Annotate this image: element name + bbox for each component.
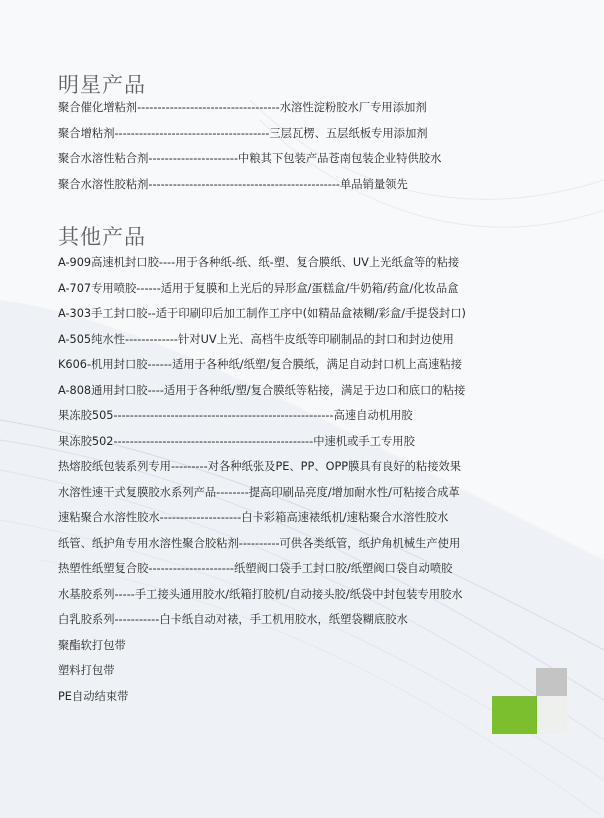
list-item: 速粘聚合水溶性胶水--------------------白卡彩箱高速裱纸机/速粘聚合水溶性胶水 (58, 511, 449, 524)
list-item: 白乳胶系列-----------白卡纸自动对裱，手工机用胶水，纸塑袋糊底胶水 (58, 613, 408, 626)
list-item: 聚合增粘剂--------------------------------------三层瓦楞、五层纸板专用添加剂 (58, 126, 428, 140)
list-item: A-808通用封口胶----适用于各种纸/塑/复合膜纸等粘接，满足于边口和底口的粘接 (58, 383, 466, 397)
list-item: 纸管、纸护角专用水溶性聚合胶粘剂----------可供各类纸管，纸护角机械生产使用 (58, 536, 461, 550)
list-item: A-505纯水性-------------针对UV上光、高档牛皮纸等印刷制品的封口和封边使用 (58, 332, 454, 346)
list-item: 果冻胶505------------------------------------------------------高速自动机用胶 (58, 409, 413, 422)
list-item: 聚合水溶性胶粘剂-----------------------------------------------单品销量领先 (58, 177, 408, 191)
list-item: 水基胶系列-----手工接头通用胶水/纸箱打胶机/自动接头胶/纸袋中封包装专用胶水 (58, 587, 463, 601)
list-item: 果冻胶502-------------------------------------------------中速机或手工专用胶 (58, 434, 415, 448)
list-item: K606-机用封口胶------适用于各种纸/纸塑/复合膜纸，满足自动封口机上高速粘接 (58, 358, 463, 371)
list-item: 聚合催化增粘剂-----------------------------------水溶性淀粉胶水厂专用添加剂 (58, 101, 427, 114)
list-item: A-707专用喷胶------适用于复膜和上光后的异形盒/蛋糕盒/牛奶箱/药盒/化妆品盒 (58, 281, 459, 295)
gray-accent-square (536, 668, 567, 696)
list-item: 聚酯软打包带 (58, 638, 126, 652)
list-item: 聚合水溶性粘合剂----------------------中粮其下包装产品苍南包装企业特供胶水 (58, 152, 442, 165)
featured-products-title: 明星产品 (58, 73, 146, 97)
light-accent-square (537, 696, 567, 734)
list-item: PE自动结束带 (58, 689, 129, 703)
list-item: 热熔胶纸包装系列专用---------对各种纸张及PE、PP、OPP膜具有良好的粘接效果 (58, 460, 462, 473)
other-products-list (58, 255, 466, 714)
list-item: 热塑性纸塑复合胶---------------------纸塑阀口袋手工封口胶/纸塑阀口袋自动喷胶 (58, 562, 453, 575)
featured-products-list (58, 100, 441, 202)
other-products-title: 其他产品 (58, 225, 146, 249)
list-item: A-303手工封口胶--适于印刷印后加工制作工序中(如精品盒裱糊/彩盒/手提袋封口) (58, 307, 466, 320)
list-item: 塑料打包带 (58, 664, 115, 677)
green-accent-square (492, 696, 537, 734)
list-item: 水溶性速干式复膜胶水系列产品--------提高印刷品亮度/增加耐水性/可粘接合成革 (58, 485, 460, 499)
list-item: A-909高速机封口胶----用于各种纸-纸、纸-塑、复合膜纸、UV上光纸盒等的粘接 (58, 256, 460, 269)
